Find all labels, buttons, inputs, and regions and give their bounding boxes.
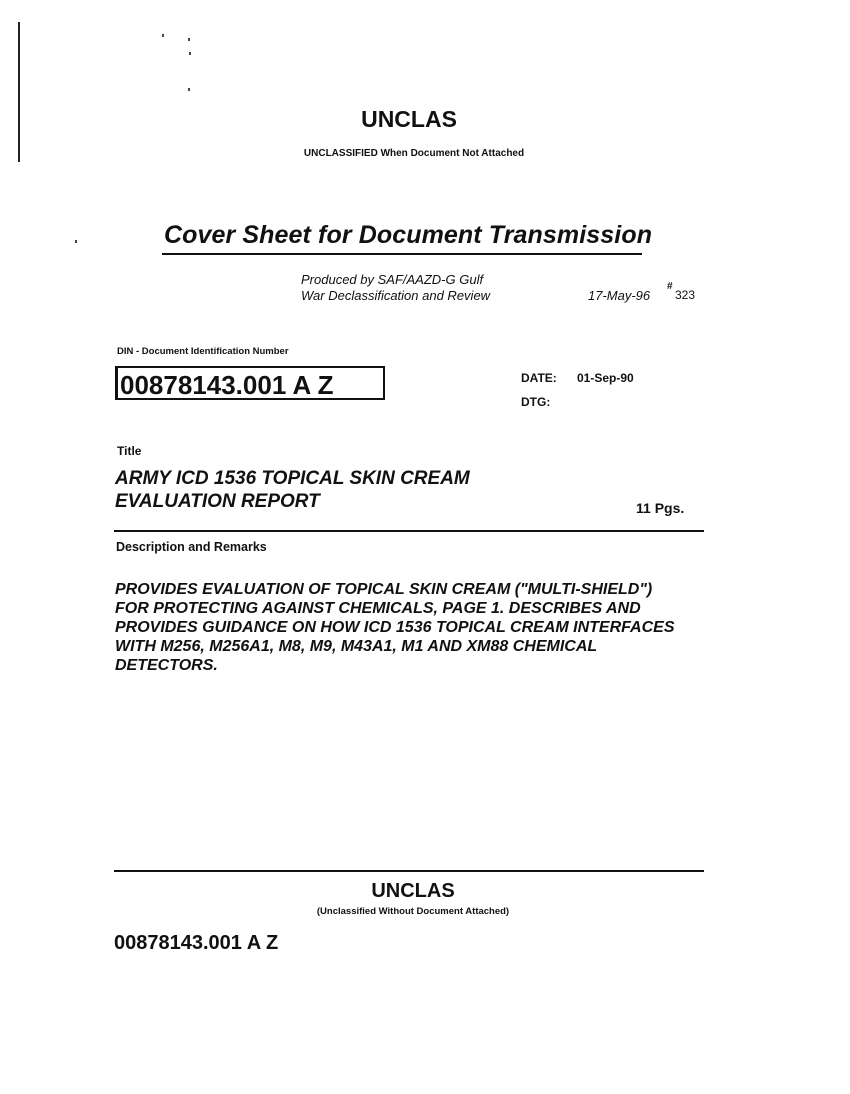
produced-by	[301, 272, 490, 304]
footer-divider	[114, 870, 704, 872]
document-title-line1: ARMY ICD 1536 TOPICAL SKIN CREAM	[115, 468, 470, 489]
page-code: 323	[675, 288, 696, 302]
description-line: PROVIDES GUIDANCE ON HOW ICD 1536 TOPICAL CREAM INTERFACES	[115, 619, 675, 636]
scan-speck	[188, 38, 190, 41]
produced-date: 17-May-96	[588, 288, 651, 303]
title-label: Title	[117, 444, 142, 458]
produced-by-line2: War Declassification and Review	[301, 288, 491, 303]
din-value-box	[115, 366, 385, 400]
description-line: WITH M256, M256A1, M8, M9, M43A1, M1 AND XM88 CHEMICAL	[115, 638, 598, 655]
section-divider	[114, 530, 704, 532]
footer-classification-note: (Unclassified Without Document Attached)	[316, 906, 510, 917]
cover-title: Cover Sheet for Document Transmission	[164, 221, 653, 249]
page-count: 11 Pgs.	[636, 500, 685, 516]
description-text	[115, 580, 715, 675]
header-classification: UNCLAS	[361, 106, 457, 132]
scan-speck	[75, 240, 77, 243]
document-title	[115, 467, 470, 513]
produced-by-line1: Produced by SAF/AAZD-G Gulf	[301, 272, 484, 287]
description-line: DETECTORS.	[115, 657, 218, 674]
scan-speck	[188, 88, 190, 91]
description-line: PROVIDES EVALUATION OF TOPICAL SKIN CREAM ("MULTI-SHIELD")	[115, 581, 653, 598]
cover-title-rule	[162, 253, 642, 255]
header-classification-note: UNCLASSIFIED When Document Not Attached	[303, 148, 525, 159]
din-label: DIN - Document Identification Number	[117, 346, 289, 357]
scan-speck	[189, 52, 191, 55]
description-label: Description and Remarks	[116, 540, 267, 554]
footer-classification: UNCLAS	[371, 880, 455, 902]
page-mark: #	[667, 281, 673, 292]
dtg-label: DTG:	[521, 395, 551, 409]
document-title-line2: EVALUATION REPORT	[115, 491, 320, 512]
scan-margin-line	[18, 22, 20, 162]
scan-speck	[162, 34, 164, 37]
footer-din: 00878143.001 A Z	[114, 932, 279, 954]
description-line: FOR PROTECTING AGAINST CHEMICALS, PAGE 1. DESCRIBES AND	[115, 600, 641, 617]
din-value: 00878143.001 A Z	[120, 370, 334, 400]
date-value: 01-Sep-90	[577, 371, 634, 385]
date-label: DATE:	[521, 371, 557, 385]
